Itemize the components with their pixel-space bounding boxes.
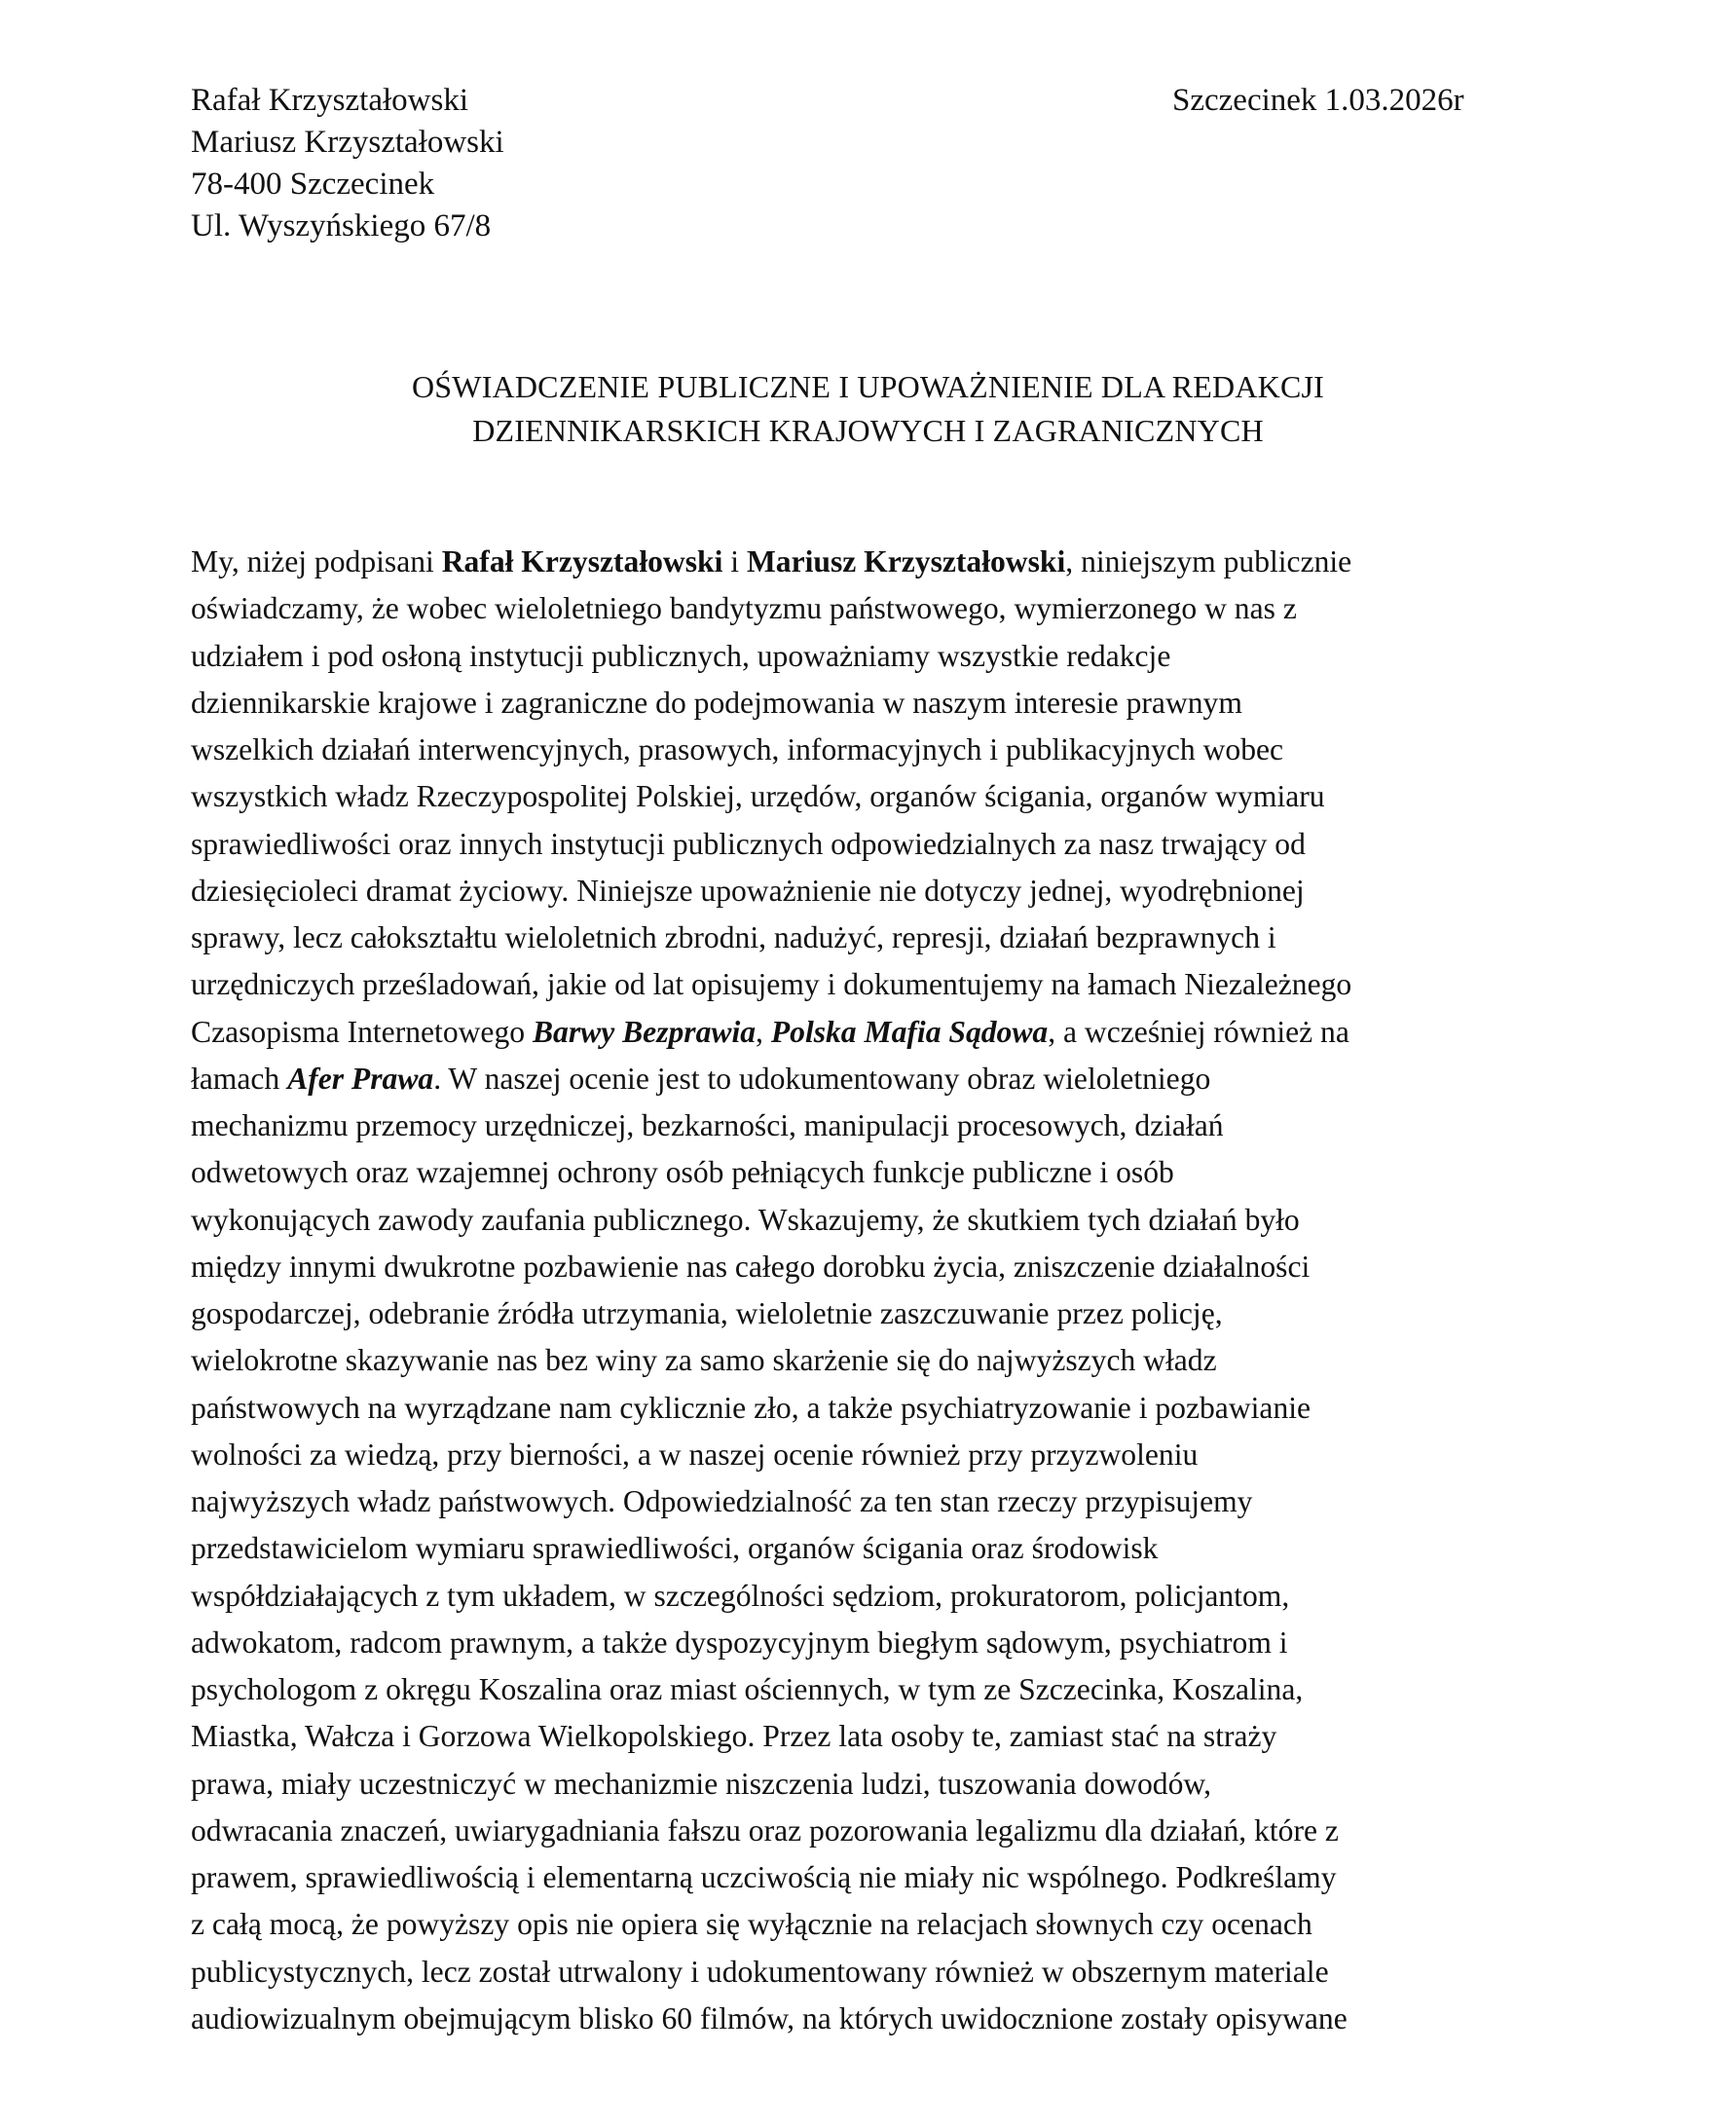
- body-line: dziesięcioleci dramat życiowy. Niniejsze upoważnienie nie dotyczy jednej, wyodrębnionej: [191, 873, 1305, 908]
- body-text-segment: . W naszej ocenie jest to udokumentowany obraz wieloletniego: [433, 1061, 1211, 1096]
- body-line: prawem, sprawiedliwością i elementarną uczciwością nie miały nic wspólnego. Podkreślamy: [191, 1860, 1337, 1894]
- body-line: wielokrotne skazywanie nas bez winy za samo skarżenie się do najwyższych władz: [191, 1343, 1217, 1378]
- body-line: mechanizmu przemocy urzędniczej, bezkarności, manipulacji procesowych, działań: [191, 1108, 1224, 1142]
- body-text-segment: My, niżej podpisani: [191, 544, 442, 579]
- body-text-segment: łamach: [191, 1061, 288, 1096]
- publication-name-polska-mafia-sadowa: Polska Mafia Sądowa: [770, 1014, 1049, 1049]
- body-line: najwyższych władz państwowych. Odpowiedzialność za ten stan rzeczy przypisujemy: [191, 1484, 1253, 1518]
- body-line: urzędniczych prześladowań, jakie od lat opisujemy i dokumentujemy na łamach Niezależnego: [191, 967, 1352, 1002]
- body-line: przedstawicielom wymiaru sprawiedliwości, organów ścigania oraz środowisk: [191, 1531, 1159, 1566]
- body-line: dziennikarskie krajowe i zagraniczne do podejmowania w naszym interesie prawnym: [191, 685, 1242, 720]
- body-line: psychologom z okręgu Koszalina oraz miast ościennych, w tym ze Szczecinka, Koszalina,: [191, 1672, 1304, 1706]
- body-line: wszystkich władz Rzeczypospolitej Polskiej, urzędów, organów ścigania, organów wymiaru: [191, 779, 1325, 814]
- body-text-segment: ,: [756, 1014, 771, 1049]
- body-line: wolności za wiedzą, przy bierności, a w naszej ocenie również przy przyzwoleniu: [191, 1437, 1199, 1472]
- sender-address-block: [191, 80, 504, 247]
- body-line: państwowych na wyrządzane nam cyklicznie zło, a także psychiatryzowanie i pozbawianie: [191, 1390, 1311, 1425]
- publication-name-barwy-bezprawia: Barwy Bezprawia: [532, 1014, 757, 1049]
- body-line: [191, 539, 1573, 585]
- body-line: audiowizualnym obejmującym blisko 60 filmów, na których uwidocznione zostały opisywane: [191, 2000, 1348, 2035]
- body-line: wykonujących zawody zaufania publicznego. Wskazujemy, że skutkiem tych działań było: [191, 1202, 1300, 1237]
- document-title: [0, 365, 1736, 453]
- body-line: odwetowych oraz wzajemnej ochrony osób pełniących funkcje publiczne i osób: [191, 1155, 1174, 1190]
- body-line: Miastka, Wałcza i Gorzowa Wielkopolskiego. Przez lata osoby te, zamiast stać na straży: [191, 1719, 1277, 1754]
- title-line-1: OŚWIADCZENIE PUBLICZNE I UPOWAŻNIENIE DLA REDAKCJI: [411, 369, 1324, 404]
- body-line: między innymi dwukrotne pozbawienie nas całego dorobku życia, zniszczenie działalności: [191, 1249, 1311, 1284]
- sender-name-1: Rafał Krzyształowski: [191, 83, 468, 118]
- body-line: sprawy, lecz całokształtu wieloletnich zbrodni, nadużyć, represji, działań bezprawnych i: [191, 920, 1276, 954]
- body-line: prawa, miały uczestniczyć w mechanizmie niszczenia ludzi, tuszowania dowodów,: [191, 1766, 1212, 1801]
- body-line: [191, 1056, 1573, 1102]
- sender-postal-city: 78-400 Szczecinek: [191, 167, 435, 202]
- body-line: [191, 1009, 1573, 1056]
- body-line: adwokatom, radcom prawnym, a także dyspozycyjnym biegłym sądowym, psychiatrom i: [191, 1624, 1288, 1660]
- body-line: oświadczamy, że wobec wieloletniego bandytyzmu państwowego, wymierzonego w nas z: [191, 591, 1297, 626]
- sender-name-2: Mariusz Krzyształowski: [191, 125, 504, 160]
- body-line: z całą mocą, że powyższy opis nie opiera się wyłącznie na relacjach słownych czy ocenach: [191, 1907, 1312, 1942]
- body-text-segment: Czasopisma Internetowego: [191, 1014, 533, 1049]
- title-line-2: DZIENNIKARSKICH KRAJOWYCH I ZAGRANICZNYCH: [472, 413, 1264, 448]
- signatory-name-1: Rafał Krzyształowski: [441, 544, 723, 579]
- statement-body: [191, 539, 1573, 2042]
- body-text-segment: i: [722, 544, 747, 579]
- sender-street: Ul. Wyszyńskiego 67/8: [191, 208, 492, 243]
- body-line: wszelkich działań interwencyjnych, prasowych, informacyjnych i publikacyjnych wobec: [191, 732, 1284, 766]
- body-line: odwracania znaczeń, uwiarygadniania fałszu oraz pozorowania legalizmu dla działań, które z: [191, 1812, 1339, 1848]
- place-and-date: Szczecinek 1.03.2026r: [1172, 83, 1464, 118]
- body-line: sprawiedliwości oraz innych instytucji publicznych odpowiedzialnych za nasz trwający od: [191, 826, 1306, 861]
- body-text-segment: , a wcześniej również na: [1048, 1014, 1349, 1049]
- body-line: udziałem i pod osłoną instytucji publicznych, upoważniamy wszystkie redakcje: [191, 638, 1171, 673]
- body-line: publicystycznych, lecz został utrwalony i udokumentowany również w obszernym materiale: [191, 1954, 1329, 1989]
- signatory-name-2: Mariusz Krzyształowski: [746, 544, 1066, 579]
- body-line: współdziałających z tym układem, w szczególności sędziom, prokuratorom, policjantom,: [191, 1578, 1290, 1613]
- body-line: gospodarczej, odebranie źródła utrzymania, wieloletnie zaszczuwanie przez policję,: [191, 1296, 1223, 1330]
- body-text-segment: , niniejszym publicznie: [1065, 544, 1352, 579]
- publication-name-afer-prawa: Afer Prawa: [287, 1061, 434, 1096]
